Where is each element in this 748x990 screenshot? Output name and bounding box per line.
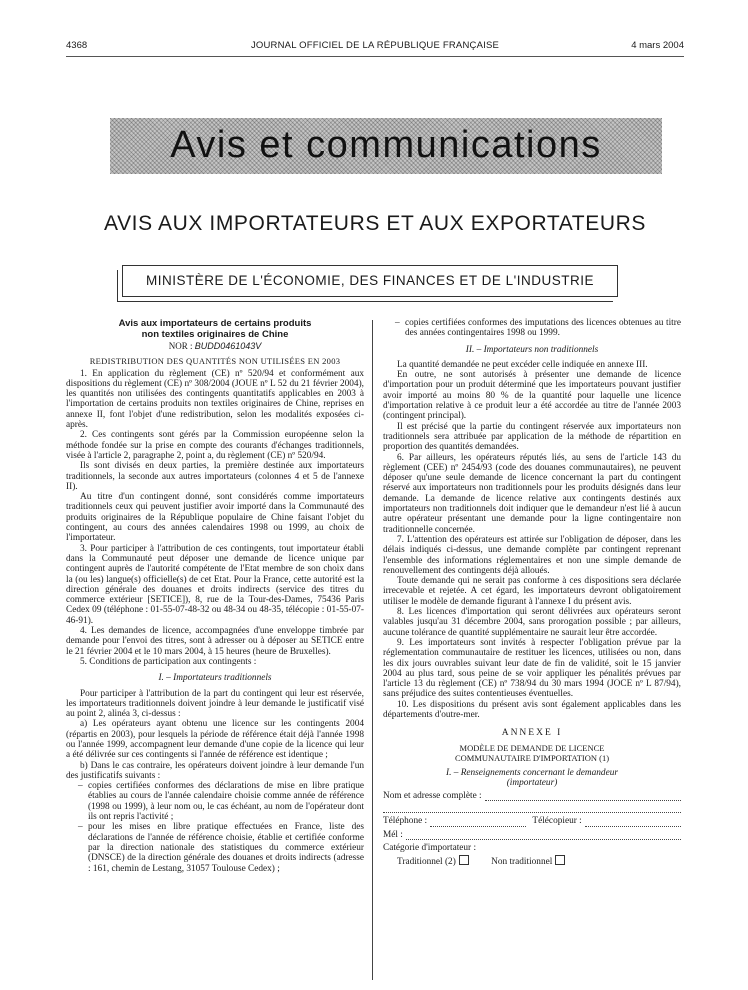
- form-field-name: [383, 791, 681, 801]
- checkbox-non-traditional[interactable]: [555, 855, 565, 865]
- paragraph: Au titre d'un contingent donné, sont considérés comme importateurs traditionnels ceux qui peuvent justifier avoir importé dans la Communauté des produits originaires de la République populaire de Chine faisant l'objet du contingent, au cours des années calendaires 1998 ou 1999, au choix de l'importateur.: [66, 492, 364, 544]
- subsection-heading: [66, 673, 364, 683]
- paragraph: 6. Par ailleurs, les opérateurs réputés liés, au sens de l'article 143 du règlement (CEE) nº 2454/93 (code des douanes communautaires), ne peuvent déposer qu'une seule demande de licence concernant la part du contingent réservé aux importateurs non traditionnels pour les produits désignés dans leur demande. La demande de licence relative aux contingents destinés aux importateurs non traditionnels doit indiquer que le demandeur n'est lié à aucun autre opérateur présentant une demande pour la ligne contingentaire non traditionnelle concernée.: [383, 452, 681, 535]
- dotted-line: [485, 792, 681, 801]
- dotted-line: [406, 831, 681, 840]
- category-options: [383, 855, 681, 867]
- dash-list: [383, 318, 681, 339]
- nor-reference: [66, 341, 364, 351]
- issue-date: 4 mars 2004: [631, 40, 684, 51]
- left-column: [66, 318, 364, 874]
- option-label: Traditionnel (2): [397, 857, 456, 868]
- nor-label: NOR :: [168, 341, 193, 351]
- annexe-title: ANNEXE I: [501, 728, 563, 739]
- form-section-subtitle: (importateur): [506, 777, 558, 788]
- paragraph: a) Les opérateurs ayant obtenu une licence sur les contingents 2004 (répartis en 2003), pour lesquels la période de référence était déjà l'année 1998 ou l'année 1999, accompagnent leur demande d'une copie de la licence qui leur a été délivrée sur ces contingents si l'année de référence est identique ;: [66, 719, 364, 761]
- section-banner: [110, 118, 662, 174]
- paragraph: 10. Les dispositions du présent avis sont également applicables dans les départements d'outre-mer.: [383, 699, 681, 720]
- page-number: 4368: [66, 40, 88, 51]
- paragraph: En outre, ne sont autorisés à présenter une demande de licence d'importation pour un produit déterminé que les importateurs pouvant justifier avoir importé au moins 80 % de la quantité pour laquelle une licence d'importation relative à ce produit leur a été accordée au titre de l'année 2003 (contingent principal).: [383, 370, 681, 422]
- field-label: Téléphone :: [383, 816, 428, 827]
- section-title: AVIS AUX IMPORTATEURS ET AUX EXPORTATEURS: [104, 212, 646, 235]
- notice-title-line2: non textiles originaires de Chine: [141, 329, 289, 340]
- paragraph: Ils sont divisés en deux parties, la première destinée aux importateurs traditionnels, la seconde aux autres importateurs (colonnes 4 et 5 de l'annexe II).: [66, 461, 364, 492]
- field-label: Mél :: [383, 829, 403, 840]
- notice-subtitle: REDISTRIBUTION DES QUANTITÉS NON UTILISÉES EN 2003: [89, 356, 341, 367]
- ministry-box: [122, 265, 618, 297]
- annexe-heading-line1: MODÈLE DE DEMANDE DE LICENCE: [459, 742, 605, 753]
- option-label: Non traditionnel: [491, 857, 553, 868]
- annexe-heading: [383, 743, 681, 763]
- form-blank-line: [383, 804, 681, 813]
- column-separator: [372, 320, 373, 980]
- paragraph: 9. Les importateurs sont invités à respecter l'obligation prévue par la réglementation communautaire de restituer les licences, utilisées ou non, dans les dix jours ouvrables suivant leur date de fin de validité, soit le 15 janvier 2004 au plus tard, sous peine de se voir appliquer les pénalités prévues par l'article 13 du règlement (CE) nº 738/94 du 30 mars 1994 (JOCE nº L 87/94), sans préjudice des suites contentieuses éventuelles.: [383, 637, 681, 700]
- paragraph: b) Dans le cas contraire, les opérateurs doivent joindre à leur demande l'un des justificatifs suivants :: [66, 760, 364, 781]
- annexe-heading-line2: COMMUNAUTAIRE D'IMPORTATION (1): [454, 752, 610, 763]
- page-header: [66, 40, 684, 54]
- paragraph: Pour participer à l'attribution de la part du contingent qui leur est réservée, les importateurs traditionnels doivent joindre à leur demande le justificatif visé au point 2, alinéa 3, ci-dessus :: [66, 688, 364, 720]
- list-item: – copies certifiées conformes des imputations des licences obtenues au titre des années contingentaires 1998 ou 1999.: [397, 318, 681, 339]
- paragraph: Il est précisé que la partie du contingent réservée aux importateurs non traditionnels sera attribuée par application de la méthode de répartition en proportion des quantités demandées.: [383, 421, 681, 453]
- checkbox-traditional[interactable]: [459, 855, 469, 865]
- subsection-heading: [383, 345, 681, 355]
- paragraph: 4. Les demandes de licence, accompagnées d'une enveloppe timbrée par demande pour l'envoi des titres, sont à adresser ou à déposer au SETICE entre le 21 février 2004 et le 10 mars 2004, à 15 heures (heure de Bruxelles).: [66, 626, 364, 657]
- paragraph: 7. L'attention des opérateurs est attirée sur l'obligation de déposer, dans les délais indiqués ci-dessus, une demande complète par contingent reprenant l'ensemble des informations réglementaires et non une simple demande de renouvellement des contingents déjà alloués.: [383, 534, 681, 576]
- subsection-heading-text: II. – Importateurs non traditionnels: [465, 344, 599, 355]
- field-label: Nom et adresse complète :: [383, 791, 482, 802]
- nor-value: BUDD0461043V: [194, 341, 262, 351]
- dotted-line: [430, 818, 526, 827]
- journal-title: JOURNAL OFFICIEL DE LA RÉPUBLIQUE FRANÇAISE: [250, 40, 500, 51]
- subsection-heading-text: I. – Importateurs traditionnels: [158, 673, 272, 684]
- notice-title: [66, 318, 364, 340]
- header-rule: [66, 56, 684, 57]
- right-column: [383, 318, 681, 868]
- form-section-title: I. – Renseignements concernant le demandeur: [446, 767, 618, 778]
- dash-list: [66, 781, 364, 874]
- notice-title-line1: Avis aux importateurs de certains produits: [118, 318, 312, 329]
- paragraph: Toute demande qui ne serait pas conforme à ces dispositions sera déclarée irrecevable et rejetée. A cet égard, les importateurs devront obligatoirement utiliser le modèle de demande figurant à l'annexe I du présent avis.: [383, 576, 681, 607]
- banner-title: Avis et communications: [170, 124, 602, 166]
- paragraph: 2. Ces contingents sont gérés par la Commission européenne selon la méthode fondée sur la prise en compte des courants d'échanges traditionnels, visée à l'article 2, paragraphe 2, point a, du règlement (CE) nº 520/94.: [66, 430, 364, 461]
- paragraph: 5. Conditions de participation aux contingents :: [80, 656, 257, 667]
- form-field-category: [383, 843, 681, 853]
- form-section-heading: [383, 768, 681, 789]
- ministry-name: MINISTÈRE DE L'ÉCONOMIE, DES FINANCES ET DE L'INDUSTRIE: [146, 273, 594, 288]
- dotted-line: [383, 804, 681, 813]
- paragraph: 1. En application du règlement (CE) nº 520/94 et conformément aux dispositions du règlement (CE) nº 308/2004 (JOUE nº L 52 du 21 février 2004), les quantités non utilisées des contingents quantitatifs applicables en 2003 à l'importation de certains produits non textiles originaires de Chine, reprises en annexe II, font l'objet d'une redistribution, selon les modalités exposées ci-après.: [66, 368, 364, 431]
- form-field-mel: [383, 830, 681, 840]
- field-label: Catégorie d'importateur :: [383, 843, 477, 854]
- form-field-phone: [383, 816, 681, 826]
- paragraph: 8. Les licences d'importation qui seront délivrées aux opérateurs seront valables jusqu'au 31 décembre 2004, sans prorogation possible ; par ailleurs, aucune tolérance de quantité supplémentaire ne saurait leur être accordée.: [383, 607, 681, 638]
- paragraph: La quantité demandée ne peut excéder celle indiquée en annexe III.: [397, 359, 648, 370]
- dotted-line: [585, 818, 681, 827]
- paragraph: 3. Pour participer à l'attribution de ces contingents, tout importateur établi dans la Communauté peut déposer une demande de licence unique par contingent auprès de l'autorité compétente de l'Etat membre de son choix dans la (ou les) langue(s) officielle(s) de cet Etat. Pour la France, cette autorité est la direction générale des douanes et droits indirects (service des titres du commerce extérieur [SETICE]), 8, rue de la Tour-des-Dames, 75436 Paris Cedex 09 (téléphone : 01-55-07-48-32 ou 48-34 ou 48-35, télécopie : 01-55-07-46-91).: [66, 543, 364, 626]
- list-item: – pour les mises en libre pratique effectuées en France, liste des déclarations de l'année de référence choisie, établie et certifiée conforme par la direction nationale des statistiques du commerce extérieur (DNSCE) de la direction générale des douanes et droits indirects (adresse : 161, chemin de Lestang, 31057 Toulouse Cedex) ;: [80, 822, 364, 873]
- field-label: Télécopieur :: [532, 816, 582, 827]
- list-item: – copies certifiées conformes des déclarations de mise en libre pratique établies au cours de l'année calendaire choisie comme année de référence (1998 ou 1999), à leur nom ou, le cas échéant, au nom de l'opérateur dont ils ont repris l'activité ;: [80, 781, 364, 822]
